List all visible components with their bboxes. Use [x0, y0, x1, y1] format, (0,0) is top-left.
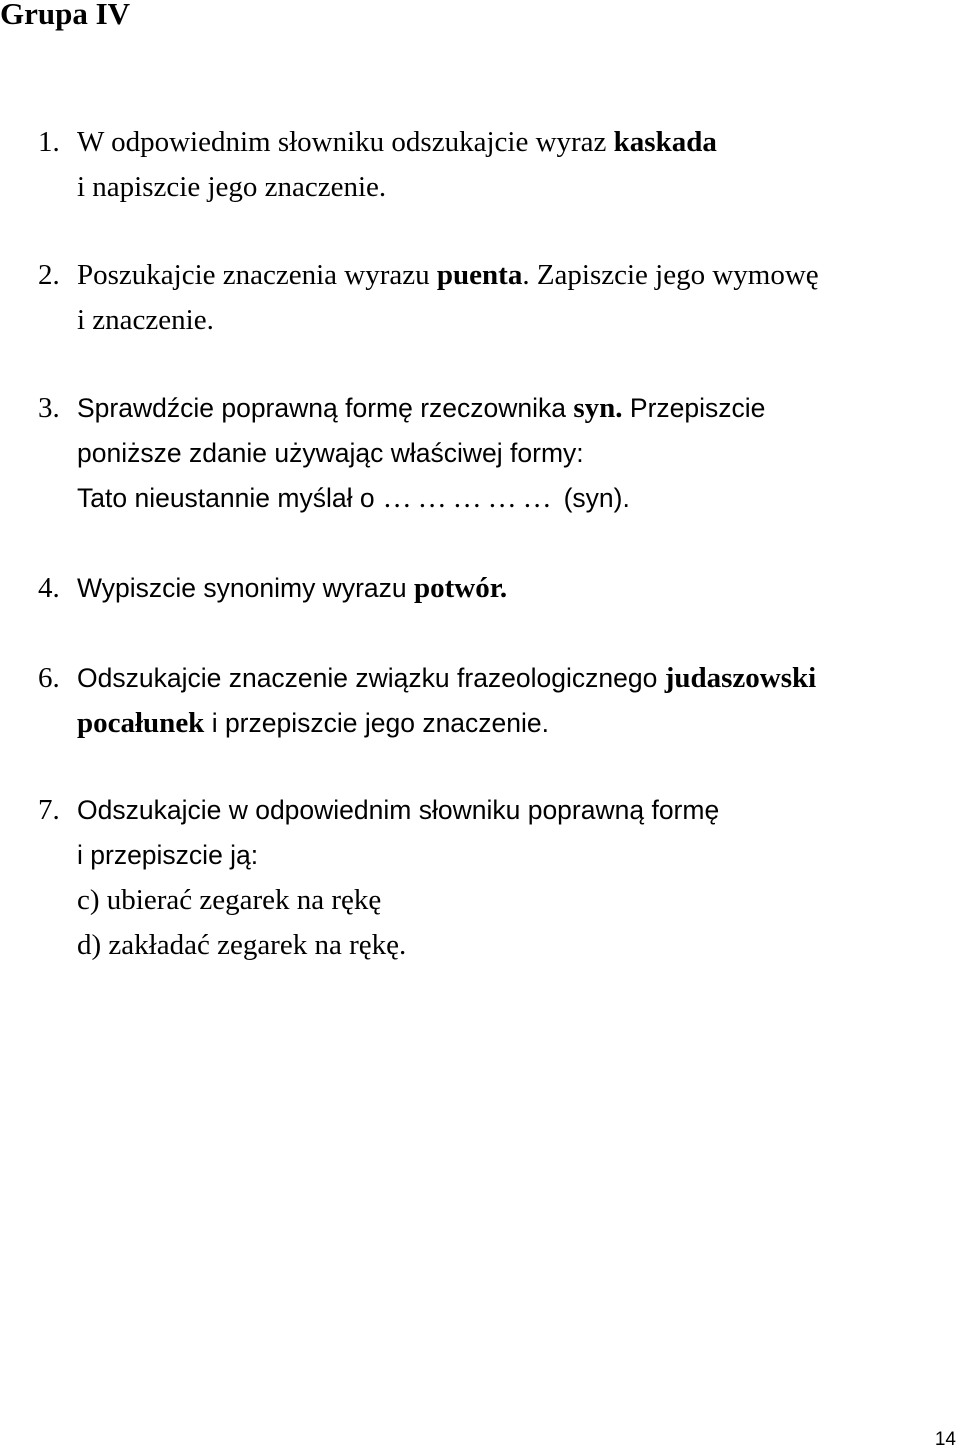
- task-line: [38, 788, 953, 833]
- keyword: pocałunek: [77, 707, 205, 739]
- task-item: [38, 386, 953, 521]
- task-text: Odszukajcie znaczenie związku frazeologicznego: [77, 663, 665, 693]
- task-item: [38, 656, 953, 746]
- task-text: Tato nieustannie myślał o: [77, 483, 375, 513]
- task-text: W odpowiednim słowniku odszukajcie wyraz: [77, 126, 614, 158]
- task-text: i napiszcie jego znaczenie.: [77, 171, 387, 203]
- keyword: judaszowski: [664, 662, 817, 694]
- task-text: i przepiszcie jego znaczenie.: [204, 708, 550, 738]
- task-text: poniższe zdanie używając właściwej formy:: [77, 438, 584, 468]
- page-number: 14: [934, 1429, 956, 1450]
- page-heading: Grupa IV: [0, 0, 131, 31]
- task-line: [38, 923, 953, 968]
- task-number: 3.: [38, 392, 60, 424]
- task-number: 4.: [38, 572, 60, 604]
- keyword: syn.: [573, 392, 623, 424]
- task-text: Sprawdźcie poprawną formę rzeczownika: [77, 393, 574, 423]
- task-line: [38, 298, 953, 343]
- task-line: [38, 386, 953, 431]
- fill-blank: ……………: [382, 482, 558, 514]
- task-text: (syn).: [563, 483, 630, 513]
- task-line: [38, 431, 953, 476]
- task-line: [38, 833, 953, 878]
- task-item: [38, 788, 953, 968]
- task-number: 1.: [38, 126, 60, 158]
- task-item: [38, 566, 953, 611]
- task-number: 2.: [38, 259, 60, 291]
- task-line: [38, 701, 953, 746]
- task-line: [38, 566, 953, 611]
- task-text: Przepiszcie: [622, 393, 766, 423]
- keyword: potwór.: [413, 572, 508, 604]
- task-line: [38, 878, 953, 923]
- task-line: [38, 120, 953, 165]
- task-number: 7.: [38, 794, 60, 826]
- task-text: d) zakładać zegarek na rękę.: [77, 929, 407, 961]
- task-text: i znaczenie.: [77, 304, 214, 336]
- task-line: [38, 253, 953, 298]
- task-text: c) ubierać zegarek na rękę: [77, 884, 382, 916]
- task-line: [38, 476, 953, 521]
- task-text: . Zapiszcie jego wymowę: [522, 259, 819, 291]
- task-text: i przepiszcie ją:: [77, 840, 259, 870]
- keyword: kaskada: [613, 126, 717, 158]
- task-line: [38, 656, 953, 701]
- task-text: Wypiszcie synonimy wyrazu: [77, 573, 414, 603]
- task-text: Odszukajcie w odpowiednim słowniku poprawną formę: [77, 795, 720, 825]
- task-number: 6.: [38, 662, 60, 694]
- task-item: [38, 120, 953, 210]
- task-item: [38, 253, 953, 343]
- keyword: puenta: [436, 259, 523, 291]
- task-text: Poszukajcie znaczenia wyrazu: [77, 259, 437, 291]
- task-line: [38, 165, 953, 210]
